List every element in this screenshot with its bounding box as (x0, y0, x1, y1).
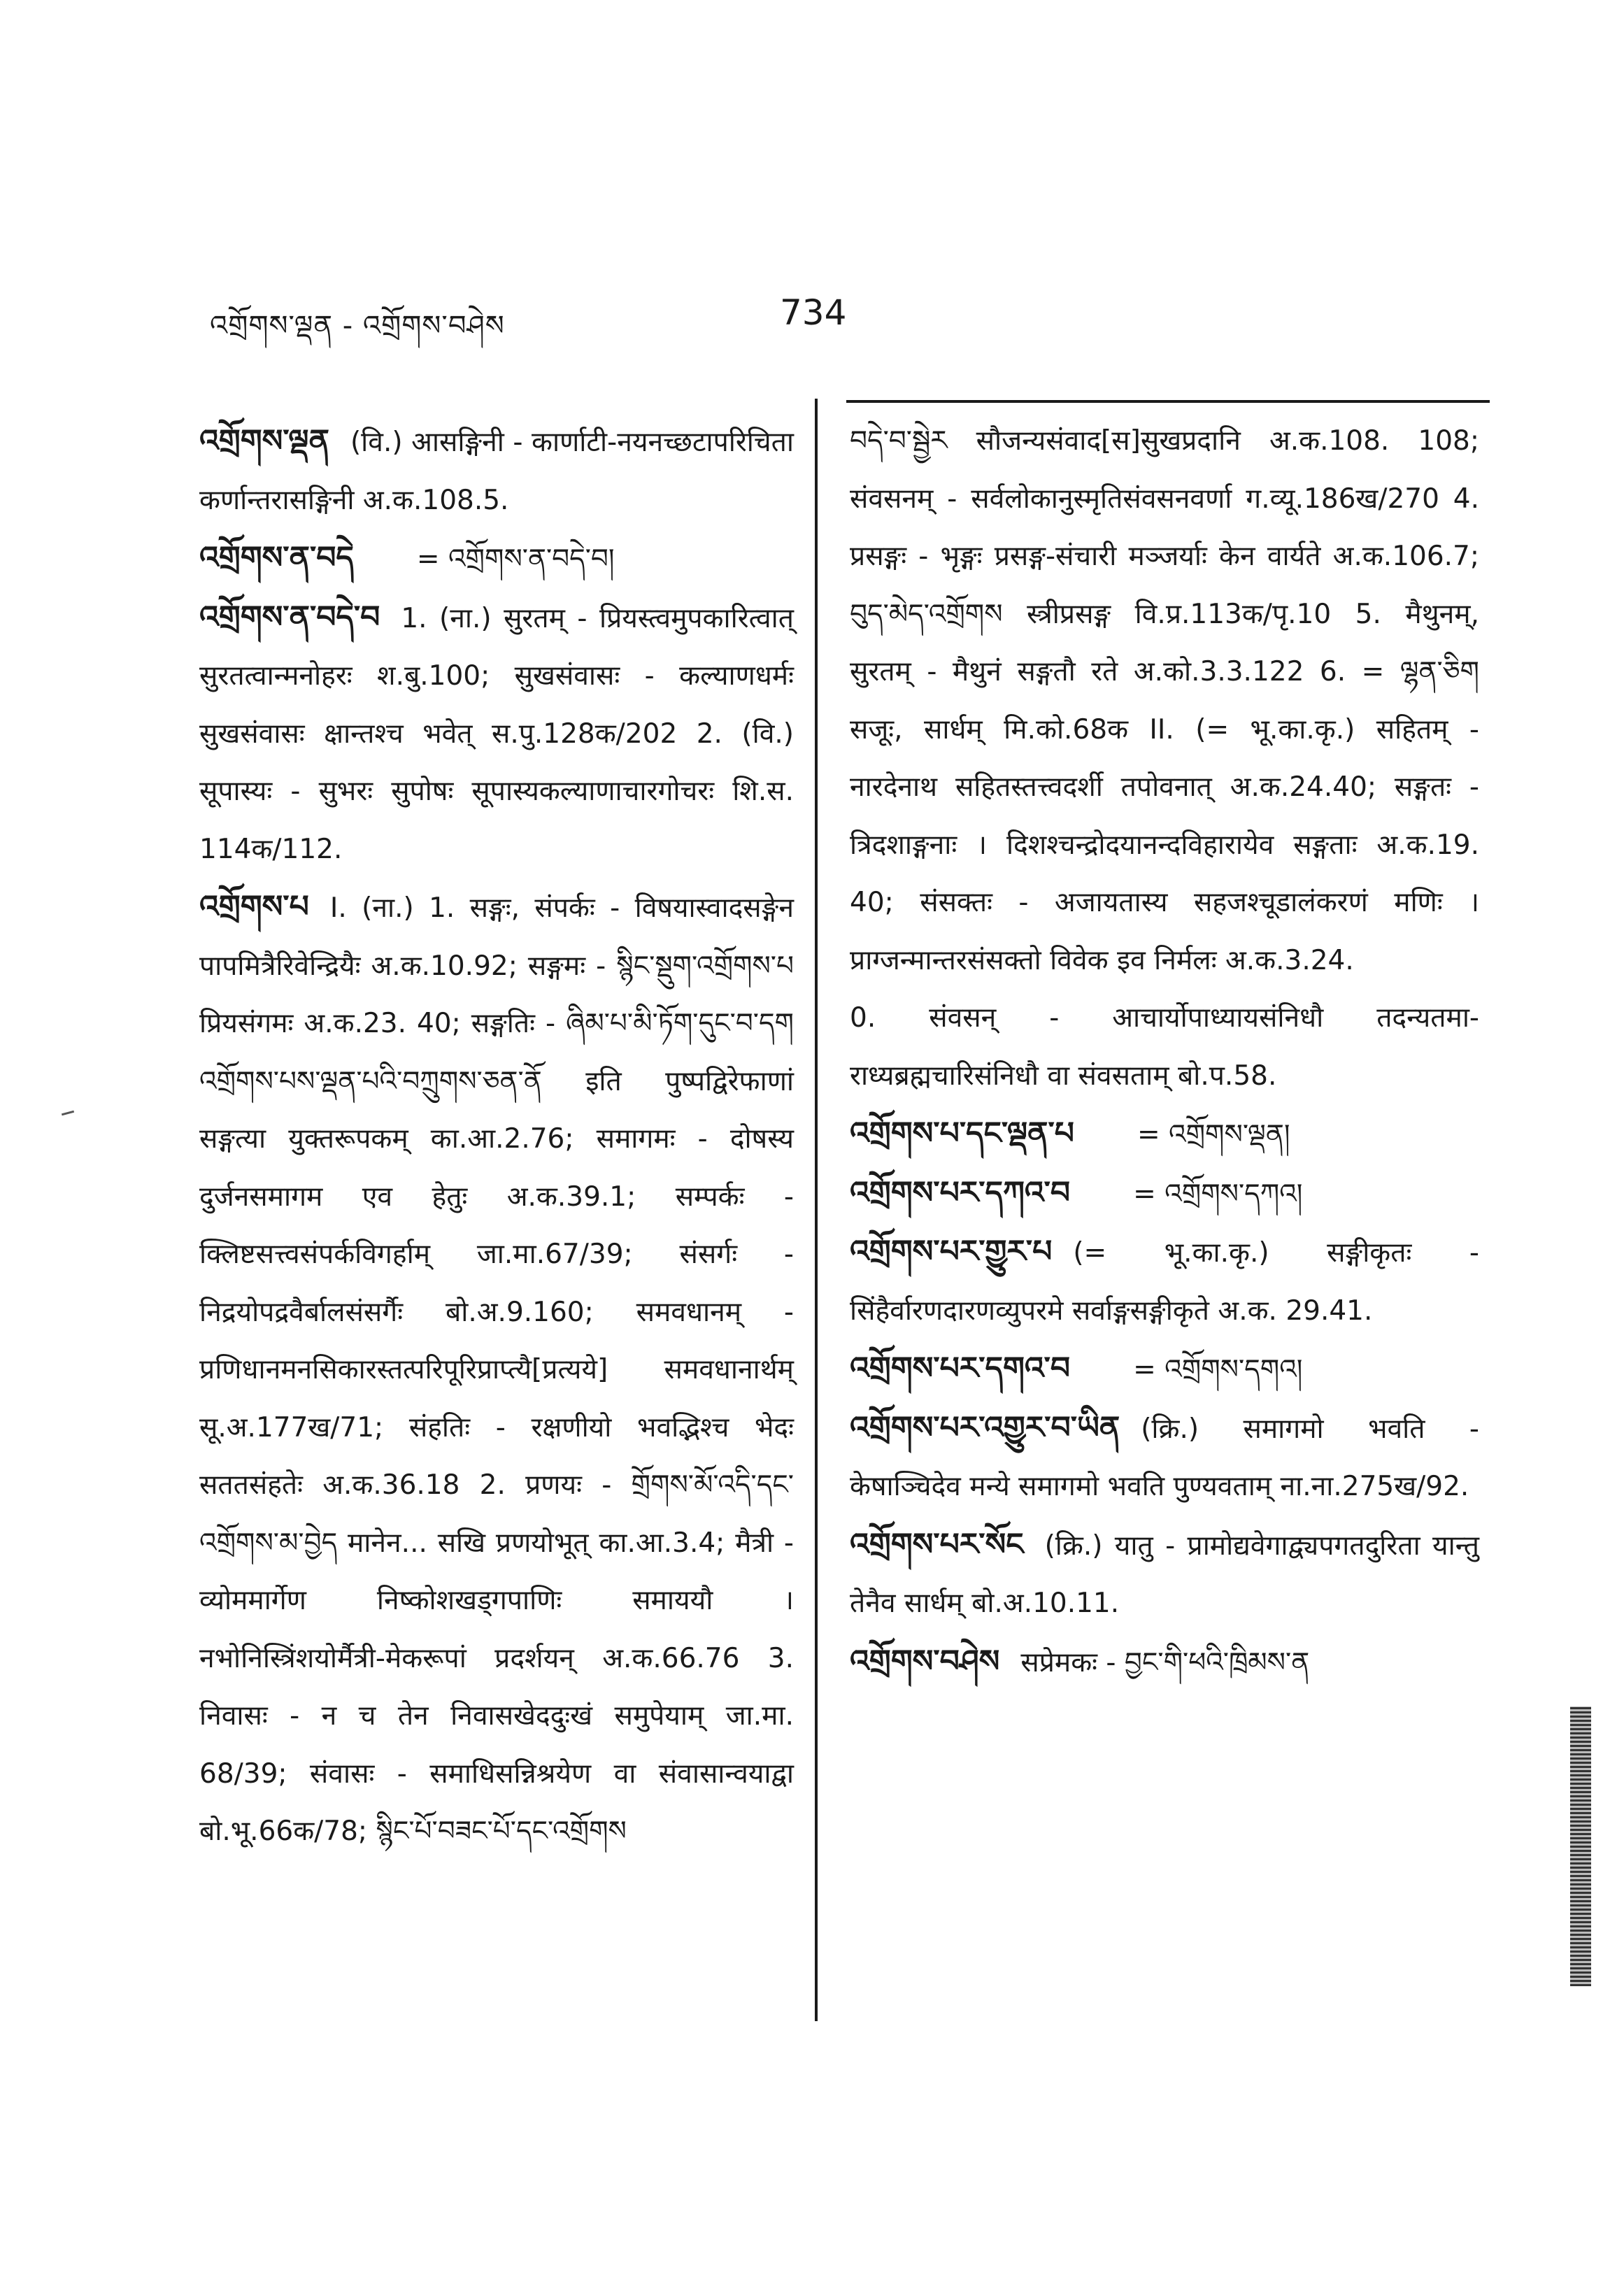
entry-headword: འགྲོགས་པ་དང་ལྡན་པ (850, 1115, 1074, 1151)
dictionary-entry (850, 1164, 1479, 1224)
column-divider (815, 399, 818, 2021)
dictionary-entry (199, 589, 794, 879)
dictionary-entry (850, 1633, 1479, 1692)
entry-headword: འགྲོགས་པར་དགའ་བ (850, 1350, 1071, 1386)
right-column (850, 413, 1479, 1692)
entry-headword: འགྲོགས་པར་དཀའ་བ (850, 1174, 1071, 1211)
page-number: 734 (780, 292, 847, 333)
entry-headword: འགྲོགས་ལྡན (199, 423, 329, 459)
header-rule (846, 400, 1490, 403)
dictionary-entry (850, 1399, 1479, 1516)
entry-headword: འགྲོགས་ན་བདེ་བ (199, 599, 380, 635)
entry-text: (क्रि.) समागमो भवति - केषाञ्चिदेव मन्ये समागमो भवति पुण्यवताम् ना.ना.275ख/92. (850, 1413, 1479, 1502)
entry-text: (= भू.का.कृ.) सङ्गीकृतः - सिंहैर्वारणदारणव्युपरमे सर्वाङ्गसङ्गीकृते अ.क. 29.41. (850, 1237, 1479, 1327)
entry-text: = འགྲོགས་ན་བདེ་བ། (416, 543, 615, 575)
dictionary-entry (199, 529, 794, 589)
entry-headword: འགྲོགས་བཤེས (850, 1643, 1000, 1679)
scan-edge-artifact (1570, 1706, 1591, 1986)
dictionary-entry (199, 878, 794, 1861)
entry-text: = འགྲོགས་དགའ། (1133, 1354, 1303, 1385)
entry-text: (वि.) आसङ्गिनी - कार्णाटी-नयनच्छटापरिचिता कर्णान्तरासङ्गिनी अ.क.108.5. (199, 427, 794, 516)
entry-text: (क्रि.) यातु - प्रामोद्यवेगाद्व्यपगतदुरिता यान्तु तेनैव सार्धम् बो.अ.10.11. (850, 1530, 1479, 1619)
left-column (199, 413, 794, 1861)
entry-text: 1. (ना.) सुरतम् - प्रियस्त्वमुपकारित्वात् सुरतत्वान्मनोहरः श.बु.100; सुखसंवासः - कल्याणधर्मः सुखसंवासः क्षान्तश्च भवेत् स.पु.128क/202 2. (वि.) सूपास्यः - सुभरः सुपोषः सूपास्यकल्याणाचारगोचरः शि.स. 114क/112. (199, 602, 794, 865)
dictionary-entry (199, 413, 794, 529)
entry-text: 0. संवसन् - आचार्योपाध्यायसंनिधौ तदन्यतमा-राध्यब्रह्मचारिसंनिधौ वा संवसताम् बो.प.58. (850, 1002, 1479, 1092)
entry-text: I. (ना.) 1. सङ्गः, संपर्कः - विषयास्वादसङ्गेन पापमित्रैरिवेन्द्रियैः अ.क.10.92; सङ्गमः - སྙིང་སྡུག་འགྲོགས་པ प्रियसंगमः अ.क.23. 40; सङ्गतिः - ཞིམ་པ་མི་ཏོག་དུང་བ་དག འགྲོགས་པས་ལྡན་པའི་བཀྲུགས་ཅན་ནོ इति पुष्पद्विरेफाणां सङ्गत्या युक्तरूपकम् का.आ.2.76; समागमः - दोषस्य दुर्जनसमागम एव हेतुः अ.क.39.1; सम्पर्कः - क्लिष्टसत्त्वसंपर्कविगर्हाम् जा.मा.67/39; संसर्गः - निद्रयोपद्रवैर्बालसंसर्गैः बो.अ.9.160; समवधानम् - प्रणिधानमनसिकारस्तत्परिपूरिप्राप्त्यै[प्रत्यये] समवधानार्थम् सू.अ.177ख/71; संहतिः - रक्षणीयो भवद्भिश्च भेदः सततसंहतेः अ.क.36.18 2. प्रणयः - གྲོགས་མོ་འདི་དང་འགྲོགས་མ་བྱེད मानेन... सखि प्रणयोभूत् का.आ.3.4; मैत्री - व्योममार्गेण निष्कोशखड्गपाणिः समाययौ । नभोनिस्त्रिंशयोर्मैत्री-मेकरूपां प्रदर्शयन् अ.क.66.76 3. निवासः - न च तेन निवासखेददुःखं समुपेयाम् जा.मा. 68/39; संवासः - समाधिसन्निश्रयेण वा संवासान्वयाद्वा बो.भू.66क/78; སྙིང་པོ་བཟང་པོ་དང་འགྲོགས (199, 892, 794, 1847)
entry-text: सप्रेमकः - བྱང་གི་ཕའི་ཁྲིམས་ན (1020, 1646, 1310, 1678)
entry-headword: འགྲོགས་པར་འགྱུར་བ་ཡིན (850, 1409, 1120, 1446)
margin-mark (62, 1111, 74, 1116)
entry-headword: འགྲོགས་པ (199, 889, 309, 925)
entry-text: = འགྲོགས་དཀའ། (1133, 1178, 1303, 1210)
dictionary-entry-continued (850, 990, 1479, 1105)
entry-text: = འགྲོགས་ལྡན། (1137, 1119, 1290, 1150)
dictionary-entry (850, 1340, 1479, 1399)
running-head: འགྲོགས་ལྡན - འགྲོགས་བཤེས (210, 310, 505, 342)
entry-headword: འགྲོགས་པར་གྱུར་པ (850, 1234, 1053, 1269)
dictionary-entry (850, 1223, 1479, 1340)
entry-headword: འགྲོགས་པར་སོང (850, 1526, 1024, 1562)
dictionary-entry-continued (850, 413, 1479, 990)
dictionary-entry (850, 1516, 1479, 1633)
entry-text: བདེ་བ་སྦྱེར सौजन्यसंवाद[स]सुखप्रदानि अ.क.108. 108; संवसनम् - सर्वलोकानुस्मृतिसंवसनवर्णा ग.व्यू.186ख/270 4. प्रसङ्गः - भृङ्गः प्रसङ्ग-संचारी मञ्जर्याः केन वार्यते अ.क.106.7; བུད་མེད་འགྲོགས स्त्रीप्रसङ्ग वि.प्र.113क/पृ.10 5. मैथुनम्, सुरतम् - मैथुनं सङ्गतौ रते अ.को.3.3.122 6. = ལྷན་ཅིག सजूः, सार्धम् मि.को.68क II. (= भू.का.कृ.) सहितम् - नारदेनाथ सहितस्तत्त्वदर्शी तपोवनात् अ.क.24.40; सङ्गतः - त्रिदशाङ्गनाः । दिशश्चन्द्रोदयानन्दविहारायेव सङ्गताः अ.क.19. 40; संसक्तः - अजायतास्य सहजश्चूडालंकरणं मणिः । प्राग्जन्मान्तरसंसक्तो विवेक इव निर्मलः अ.क.3.24. (850, 425, 1479, 976)
entry-headword: འགྲོགས་ན་བདེ (199, 540, 354, 576)
dictionary-entry (850, 1105, 1479, 1164)
